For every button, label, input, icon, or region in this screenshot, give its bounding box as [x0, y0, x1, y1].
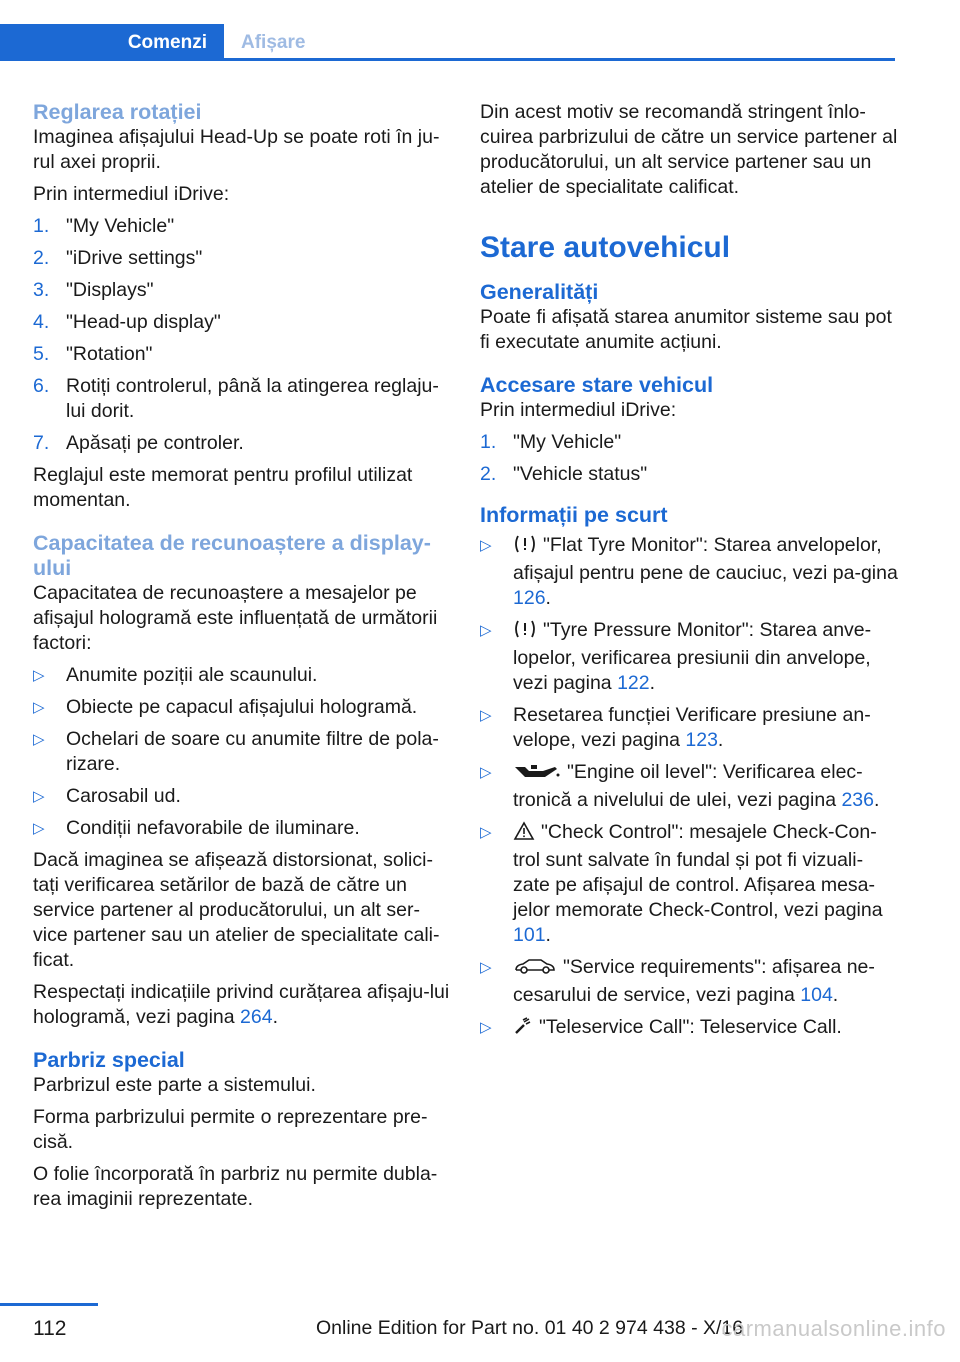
step-number: 1.	[33, 215, 50, 237]
factor-text: Carosabil ud.	[66, 785, 181, 807]
list-item: ▷ Resetarea funcției Verificare presiune an-velope, vezi pagina 123.	[480, 704, 871, 751]
list-item: ▷ "Check Control": mesajele Check-Con-trol sunt salvate în fundal și pot fi vizuali-zate pe afișajul de control. Afișarea mesa-jelor memorate Check-Control, vezi pagina 101.	[480, 821, 883, 946]
step-number: 6.	[33, 375, 50, 397]
list-item	[33, 278, 451, 303]
bullet-triangle-icon: ▷	[33, 667, 45, 684]
bullet-triangle-icon: ▷	[480, 537, 492, 554]
cleaning-text: Respectați indicațiile privind curățarea afișaju-lui hologramă, vezi pagina	[33, 981, 450, 1028]
list-item	[33, 695, 451, 720]
access-steps	[480, 430, 898, 487]
tab-afisare[interactable]: Afișare	[241, 31, 306, 53]
step-text: "iDrive settings"	[66, 247, 203, 269]
info-list	[480, 533, 898, 1043]
page-ref-link[interactable]: 101	[513, 924, 546, 946]
header-tabs	[0, 24, 895, 62]
section-title-vehicle-status: Stare autovehicul	[480, 231, 731, 264]
list-item	[33, 310, 451, 335]
service-car-icon	[513, 958, 557, 983]
wrench-icon	[513, 1016, 533, 1043]
factor-text: Condiții nefavorabile de iluminare.	[66, 817, 360, 839]
info-text: "Service requirements": afișarea ne-cesarului de service, vezi pagina	[513, 956, 875, 1006]
info-text: "Tyre Pressure Monitor": Starea anve-lopelor, verificarea presiunii din anvelope, vezi pagina	[513, 619, 872, 694]
list-item	[33, 727, 451, 777]
factor-text: Obiecte pe capacul afișajului hologramă.	[66, 696, 418, 718]
factor-list	[33, 663, 451, 841]
step-text: "Displays"	[66, 279, 154, 301]
list-item	[33, 816, 451, 841]
rotation-steps	[33, 214, 451, 456]
step-number: 7.	[33, 432, 50, 454]
paragraph-windshield-3: O folie încorporată în parbriz nu permite dubla-rea imaginii reprezentate.	[33, 1163, 438, 1210]
info-text: "Teleservice Call": Teleservice Call.	[539, 1016, 842, 1038]
factor-text: Anumite poziții ale scaunului.	[66, 664, 318, 686]
left-column	[33, 100, 451, 1219]
paragraph-idrive: Prin intermediul iDrive:	[33, 183, 230, 205]
step-text: Apăsați pe controler.	[66, 432, 244, 454]
list-item: ▷ "Tyre Pressure Monitor": Starea anve-lopelor, verificarea presiunii din anvelope, vezi pagina 122.	[480, 619, 872, 694]
heading-general: Generalități	[480, 280, 599, 304]
list-item	[33, 784, 451, 809]
page-ref-link[interactable]: 236	[841, 789, 874, 811]
paragraph-distortion: Dacă imaginea se afișează distorsionat, solici-tați verificarea setărilor de bază de către un service partener al producătorului, un alt ser-vice partener sau un atelier de specialitate cali-ficat.	[33, 849, 440, 971]
tyre-warning-icon	[513, 619, 537, 646]
paragraph-reason: Din acest motiv se recomandă stringent înlo-cuirea parbrizului de către un service partener al producătorului, un alt service partener sau un atelier de specialitate calificat.	[480, 101, 898, 198]
step-text: "Rotation"	[66, 343, 153, 365]
warning-triangle-icon	[513, 821, 535, 848]
info-text: "Flat Tyre Monitor": Starea anvelopelor, afișajul pentru pene de cauciuc, vezi pa-gina	[513, 534, 898, 584]
info-text: Resetarea funcției Verificare presiune an-velope, vezi pagina	[513, 704, 871, 751]
tab-comenzi[interactable]: Comenzi	[0, 24, 224, 60]
paragraph-idrive: Prin intermediul iDrive:	[480, 399, 677, 421]
tyre-warning-icon	[513, 534, 537, 561]
heading-windshield: Parbriz special	[33, 1048, 185, 1072]
step-number: 2.	[33, 247, 50, 269]
step-text: Rotiți controlerul, până la atingerea reglaju-lui dorit.	[66, 375, 439, 422]
list-item	[480, 1015, 898, 1043]
list-item	[33, 246, 451, 271]
list-item	[33, 663, 451, 688]
step-number: 1.	[480, 431, 497, 453]
bullet-triangle-icon: ▷	[480, 707, 492, 724]
right-column	[480, 100, 898, 1050]
edition-text: Online Edition for Part no. 01 40 2 974 438 - X/16	[316, 1317, 744, 1339]
page-ref-link[interactable]: 126	[513, 587, 546, 609]
step-number: 3.	[33, 279, 50, 301]
step-text: "My Vehicle"	[66, 215, 175, 237]
paragraph-rotation: Imaginea afișajului Head-Up se poate roti în ju-rul axei proprii.	[33, 126, 440, 173]
list-item: ▷ "Service requirements": afișarea ne-cesarului de service, vezi pagina 104.	[480, 956, 875, 1006]
bullet-triangle-icon: ▷	[480, 622, 492, 639]
paragraph-general: Poate fi afișată starea anumitor sisteme sau pot fi executate anumite acțiuni.	[480, 306, 892, 353]
step-text: "My Vehicle"	[513, 431, 622, 453]
bullet-triangle-icon: ▷	[480, 959, 492, 976]
page-ref-link[interactable]: 104	[800, 984, 833, 1006]
list-item	[33, 214, 451, 239]
paragraph-windshield-2: Forma parbrizului permite o reprezentare pre-cisă.	[33, 1106, 428, 1153]
info-text: "Engine oil level": Verificarea elec-tronică a nivelului de ulei, vezi pagina	[513, 761, 863, 811]
heading-info: Informații pe scurt	[480, 503, 668, 527]
list-item	[33, 374, 451, 424]
page-number: 112	[33, 1317, 67, 1340]
paragraph-recognition: Capacitatea de recunoaștere a mesajelor pe afișajul hologramă este influențată de următorii factori:	[33, 582, 438, 654]
bullet-triangle-icon: ▷	[33, 699, 45, 716]
step-text: "Vehicle status"	[513, 463, 648, 485]
step-number: 4.	[33, 311, 50, 333]
page-ref-link[interactable]: 264	[240, 1006, 273, 1028]
page-ref-link[interactable]: 123	[685, 729, 718, 751]
heading-access: Accesare stare vehicul	[480, 373, 714, 397]
list-item	[480, 462, 898, 487]
list-item: ▷ "Flat Tyre Monitor": Starea anvelopelor, afișajul pentru pene de cauciuc, vezi pa-gina 126.	[480, 534, 898, 609]
footer-rule	[0, 1303, 98, 1306]
step-number: 5.	[33, 343, 50, 365]
list-item	[480, 430, 898, 455]
step-number: 2.	[480, 463, 497, 485]
step-text: "Head-up display"	[66, 311, 221, 333]
list-item: ▷ "Engine oil level": Verificarea elec-tronică a nivelului de ulei, vezi pagina 236.	[480, 761, 880, 811]
paragraph-windshield-1: Parbrizul este parte a sistemului.	[33, 1074, 316, 1096]
bullet-triangle-icon: ▷	[33, 731, 45, 748]
heading-recognition: Capacitatea de recunoaștere a display-ului	[33, 531, 431, 580]
oil-can-icon	[513, 763, 561, 788]
bullet-triangle-icon: ▷	[480, 764, 492, 781]
info-text: "Check Control": mesajele Check-Con-trol sunt salvate în fundal și pot fi vizuali-zate pe afișajul de control. Afișarea mesa-jelor memorate Check-Control, vezi pagina	[513, 821, 883, 921]
paragraph-saved: Reglajul este memorat pentru profilul utilizat momentan.	[33, 464, 413, 511]
heading-rotation: Reglarea rotației	[33, 100, 202, 124]
page-ref-link[interactable]: 122	[617, 672, 650, 694]
watermark: carmanualsonline.info	[721, 1316, 946, 1341]
list-item	[33, 342, 451, 367]
bullet-triangle-icon: ▷	[33, 788, 45, 805]
tab-underline	[0, 58, 895, 61]
bullet-triangle-icon: ▷	[33, 820, 45, 837]
list-item	[33, 431, 451, 456]
bullet-triangle-icon: ▷	[480, 1019, 492, 1036]
paragraph-cleaning: Respectați indicațiile privind curățarea afișaju-lui hologramă, vezi pagina 264.	[33, 981, 450, 1028]
bullet-triangle-icon: ▷	[480, 824, 492, 841]
factor-text: Ochelari de soare cu anumite filtre de pola-rizare.	[66, 728, 439, 775]
